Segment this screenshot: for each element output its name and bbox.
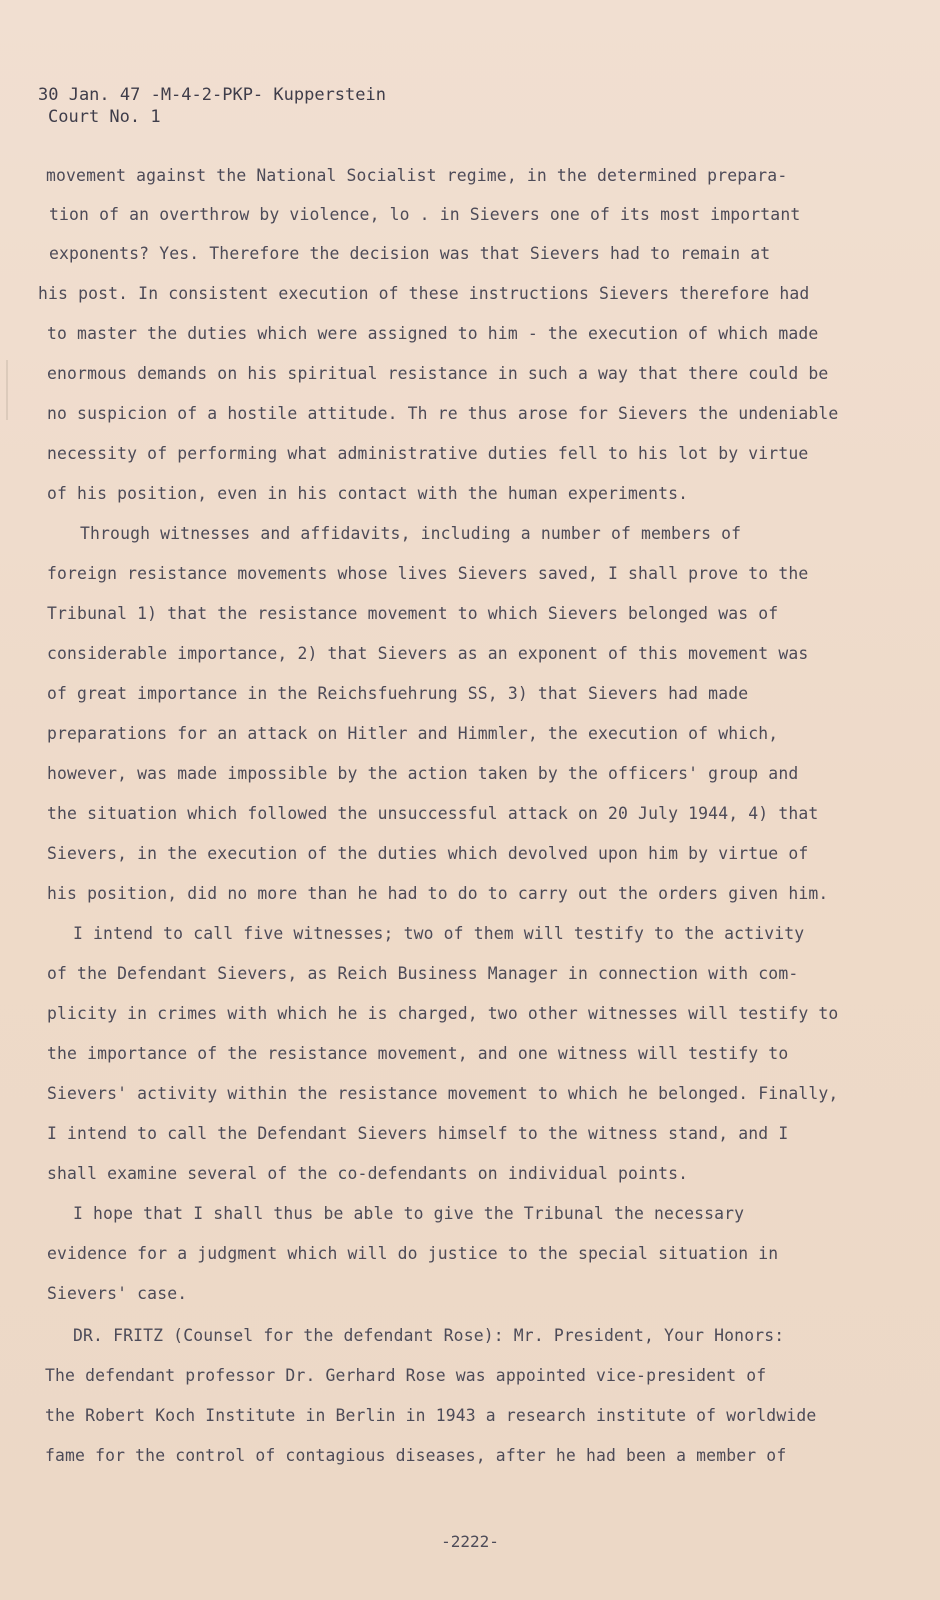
margin-mark: [6, 360, 8, 420]
text-line: I hope that I shall thus be able to give the Tribunal the necessary: [73, 1204, 745, 1223]
text-line: DR. FRITZ (Counsel for the defendant Rose): Mr. President, Your Honors:: [73, 1326, 785, 1345]
text-line: the Robert Koch Institute in Berlin in 1943 a research institute of worldwide: [45, 1406, 817, 1425]
text-line: Sievers' case.: [47, 1284, 188, 1303]
text-line: fame for the control of contagious diseases, after he had been a member of: [45, 1446, 787, 1465]
page-header: [38, 84, 386, 128]
text-line: his post. In consistent execution of these instructions Sievers therefore had: [38, 284, 810, 303]
text-line: shall examine several of the co-defendants on individual points.: [47, 1164, 689, 1183]
header-date-line: 30 Jan. 47 -M-4-2-PKP- Kupperstein: [38, 85, 386, 105]
text-line: the situation which followed the unsuccessful attack on 20 July 1944, 4) that: [47, 804, 819, 823]
text-line: Through witnesses and affidavits, including a number of members of: [80, 524, 742, 543]
text-line: of his position, even in his contact with the human experiments.: [47, 484, 689, 503]
header-court-line: Court No. 1: [48, 107, 161, 127]
text-line: however, was made impossible by the action taken by the officers' group and: [47, 764, 799, 783]
text-line: to master the duties which were assigned to him - the execution of which made: [47, 324, 819, 343]
text-line: necessity of performing what administrative duties fell to his lot by virtue: [47, 444, 809, 463]
text-line: the importance of the resistance movement, and one witness will testify to: [47, 1044, 789, 1063]
page-number: -2222-: [441, 1532, 499, 1551]
text-line: considerable importance, 2) that Sievers as an exponent of this movement was: [47, 644, 809, 663]
text-line: I intend to call five witnesses; two of them will testify to the activity: [73, 924, 805, 943]
text-line: plicity in crimes with which he is charged, two other witnesses will testify to: [47, 1004, 839, 1023]
text-line: I intend to call the Defendant Sievers himself to the witness stand, and I: [47, 1124, 789, 1143]
text-line: of the Defendant Sievers, as Reich Business Manager in connection with com-: [47, 964, 799, 983]
text-line: movement against the National Socialist regime, in the determined prepara-: [46, 166, 788, 185]
text-line: exponents? Yes. Therefore the decision was that Sievers had to remain at: [49, 244, 771, 263]
text-line: Tribunal 1) that the resistance movement to which Sievers belonged was of: [47, 604, 779, 623]
text-line: The defendant professor Dr. Gerhard Rose was appointed vice-president of: [45, 1366, 767, 1385]
text-line: enormous demands on his spiritual resistance in such a way that there could be: [47, 364, 829, 383]
text-line: evidence for a judgment which will do justice to the special situation in: [47, 1244, 779, 1263]
text-line: of great importance in the Reichsfuehrung SS, 3) that Sievers had made: [47, 684, 749, 703]
text-line: Sievers' activity within the resistance movement to which he belonged. Finally,: [47, 1084, 839, 1103]
text-line: no suspicion of a hostile attitude. Th re thus arose for Sievers the undeniable: [47, 404, 839, 423]
text-line: preparations for an attack on Hitler and Himmler, the execution of which,: [47, 724, 779, 743]
text-line: his position, did no more than he had to do to carry out the orders given him.: [47, 884, 829, 903]
text-line: tion of an overthrow by violence, lo . in Sievers one of its most important: [49, 205, 801, 224]
text-line: foreign resistance movements whose lives Sievers saved, I shall prove to the: [47, 564, 809, 583]
text-line: Sievers, in the execution of the duties which devolved upon him by virtue of: [47, 844, 809, 863]
